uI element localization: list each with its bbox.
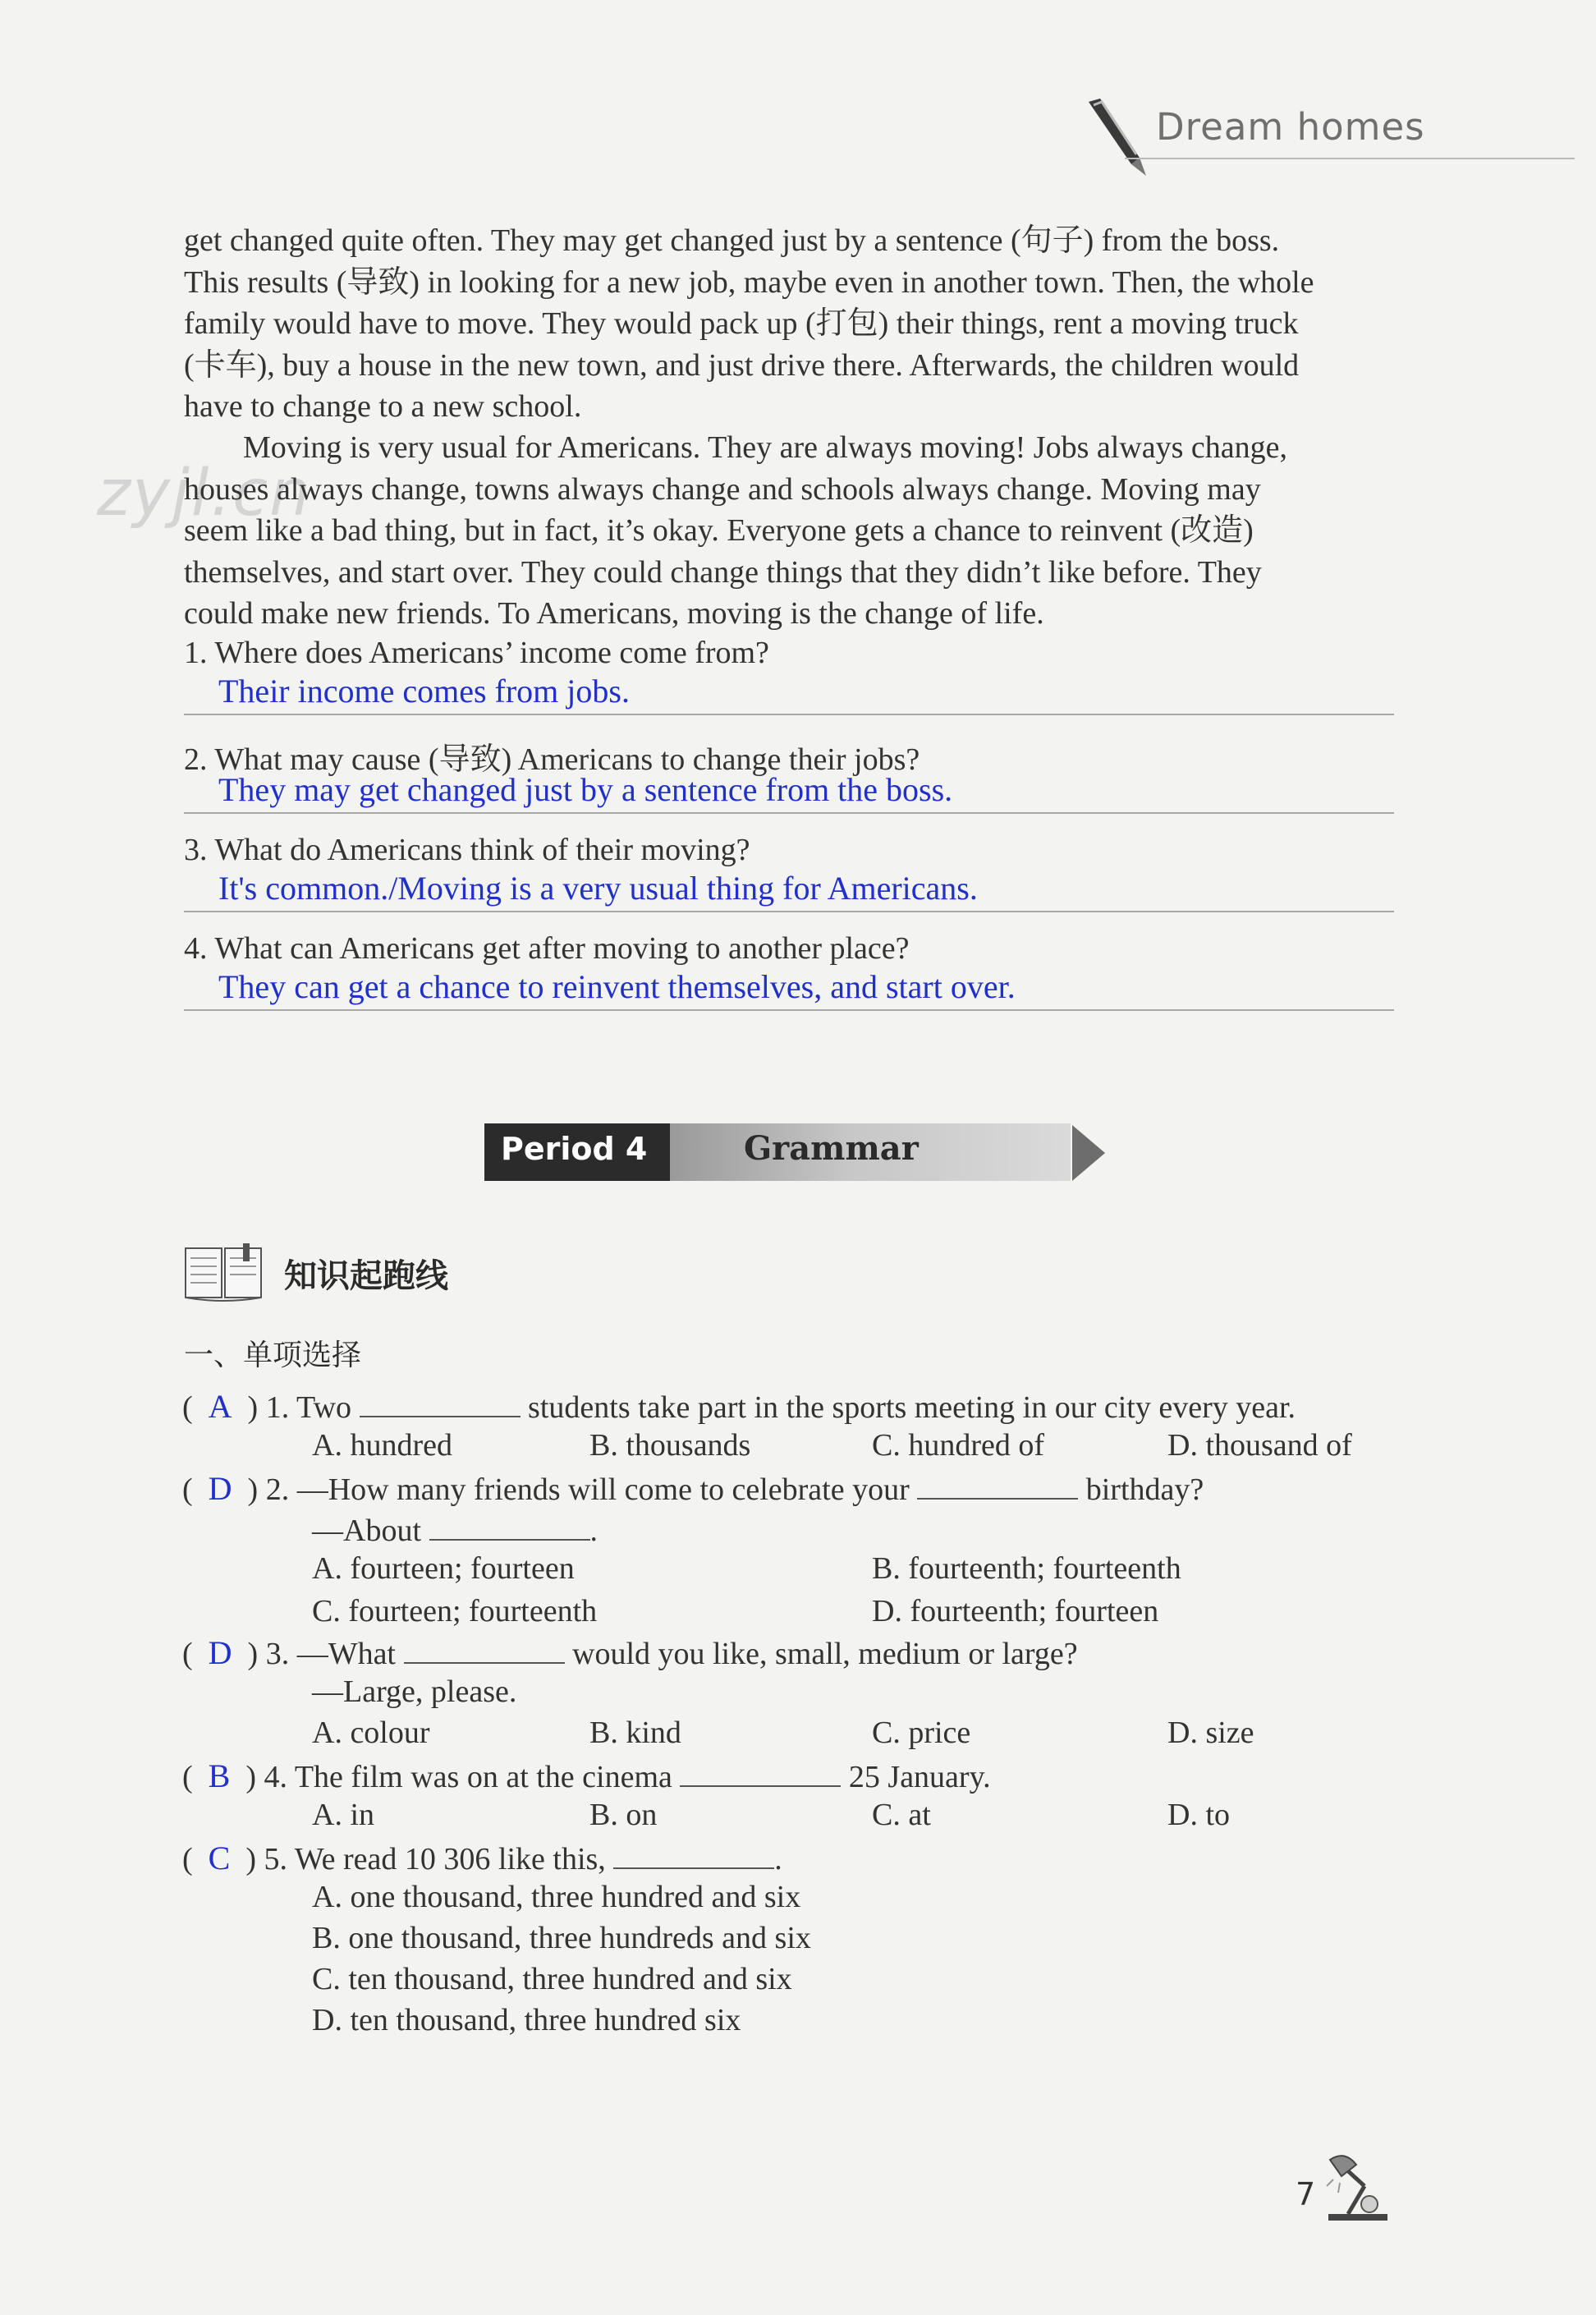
part-title: 一、单项选择 — [184, 1339, 362, 1372]
passage-line: This results (导致) in looking for a new job, maybe even in another town. Then, the whole — [184, 264, 1314, 300]
mc-answer: A — [208, 1388, 232, 1425]
answer-blank — [613, 1838, 774, 1869]
section-title: 知识起跑线 — [284, 1257, 448, 1295]
question-stem: birthday? — [1085, 1472, 1204, 1507]
passage-line: seem like a bad thing, but in fact, it’s okay. Everyone gets a chance to reinvent (改造) — [184, 513, 1254, 548]
answer-text: They can get a chance to reinvent themselves, and start over. — [218, 968, 1016, 1005]
answer-paren: ) — [232, 1472, 259, 1507]
answer-blank — [680, 1756, 841, 1787]
book-icon — [184, 1243, 263, 1302]
question-stem: —What — [296, 1637, 396, 1671]
desk-lamp-icon — [1323, 2150, 1392, 2224]
question-stem: . — [589, 1513, 598, 1548]
option: B. kind — [589, 1716, 681, 1750]
watermark: zyjl.cn — [97, 457, 312, 531]
option: A. one thousand, three hundred and six — [312, 1880, 801, 1914]
passage-line: Moving is very usual for Americans. They are always moving! Jobs always change, — [243, 430, 1287, 465]
question-stem: Two — [296, 1390, 352, 1425]
question-stem: students take part in the sports meeting in our city every year. — [528, 1390, 1296, 1425]
passage-line: get changed quite often. They may get changed just by a sentence (句子) from the boss. — [184, 223, 1280, 258]
mc-dialogue-line: —Large, please. — [312, 1674, 517, 1709]
question-text: 3. What do Americans think of their moving? — [184, 833, 750, 867]
answer-blank — [404, 1633, 565, 1664]
banner-left-block — [484, 1123, 670, 1181]
answer-line — [184, 714, 1394, 715]
answer-paren: ( — [182, 1842, 209, 1876]
mc-question-2 — [182, 1468, 1204, 1508]
question-stem: The film was on at the cinema — [294, 1760, 672, 1794]
period-topic: Grammar — [744, 1129, 919, 1168]
option: C. fourteen; fourteenth — [312, 1594, 598, 1628]
option: D. ten thousand, three hundred six — [312, 2003, 741, 2037]
answer-blank — [917, 1468, 1078, 1500]
option: A. in — [312, 1798, 374, 1832]
question-number: 5. — [264, 1842, 287, 1876]
question-text: 4. What can Americans get after moving to another place? — [184, 931, 910, 966]
option: D. size — [1167, 1716, 1254, 1750]
answer-text: It's common./Moving is a very usual thing for Americans. — [218, 870, 978, 907]
header-title: Dream homes — [1156, 105, 1425, 149]
period-label: Period 4 — [501, 1131, 648, 1167]
question-stem: —How many friends will come to celebrate your — [296, 1472, 910, 1507]
header-rule — [1125, 158, 1575, 159]
question-stem: We read 10 306 like this, — [294, 1842, 606, 1876]
option: A. colour — [312, 1716, 430, 1750]
answer-paren: ( — [182, 1637, 209, 1671]
option: A. hundred — [312, 1428, 452, 1463]
mc-question-1 — [182, 1386, 1296, 1426]
passage-line: have to change to a new school. — [184, 389, 582, 424]
option: B. fourteenth; fourteenth — [872, 1551, 1181, 1586]
mc-answer: C — [208, 1840, 231, 1876]
banner-arrow-icon — [1072, 1125, 1105, 1181]
answer-line — [184, 1009, 1394, 1011]
banner-right-block — [670, 1123, 1071, 1181]
passage-line: houses always change, towns always change and schools always change. Moving may — [184, 471, 1261, 507]
mc-dialogue-line — [312, 1509, 598, 1549]
mc-question-4 — [182, 1756, 991, 1795]
mc-answer: D — [208, 1470, 232, 1507]
answer-blank — [429, 1509, 590, 1541]
option: C. at — [872, 1798, 931, 1832]
page-number: 7 — [1296, 2176, 1316, 2212]
option: D. thousand of — [1167, 1428, 1352, 1463]
answer-blank — [360, 1386, 521, 1417]
period-banner — [484, 1123, 1092, 1181]
answer-paren: ) — [232, 1637, 259, 1671]
mc-question-3 — [182, 1633, 1078, 1672]
passage-line: (卡车), buy a house in the new town, and just drive there. Afterwards, the children would — [184, 347, 1300, 383]
passage-paragraph-2 — [184, 427, 1399, 635]
answer-line — [184, 812, 1394, 814]
option: B. thousands — [589, 1428, 751, 1463]
option: A. fourteen; fourteen — [312, 1551, 575, 1586]
option: B. one thousand, three hundreds and six — [312, 1921, 811, 1955]
mc-answer: B — [208, 1757, 231, 1794]
question-stem: 25 January. — [848, 1760, 991, 1794]
mc-answer: D — [208, 1634, 232, 1671]
option: C. ten thousand, three hundred and six — [312, 1962, 792, 1996]
question-number: 1. — [265, 1390, 290, 1425]
question-number: 4. — [264, 1760, 287, 1794]
question-text: 1. Where does Americans’ income come from? — [184, 636, 769, 670]
option: C. hundred of — [872, 1428, 1045, 1463]
answer-paren: ) — [230, 1760, 256, 1794]
option: D. to — [1167, 1798, 1230, 1832]
option: C. price — [872, 1716, 971, 1750]
passage-line: family would have to move. They would pack up (打包) their things, rent a moving truck — [184, 306, 1299, 341]
answer-paren: ) — [232, 1390, 259, 1425]
passage-line: themselves, and start over. They could change things that they didn’t like before. They — [184, 554, 1262, 590]
option: D. fourteenth; fourteen — [872, 1594, 1159, 1628]
question-text: 2. What may cause (导致) Americans to change their jobs? — [184, 742, 920, 777]
question-stem: . — [774, 1842, 782, 1876]
passage-line: could make new friends. To Americans, moving is the change of life. — [184, 596, 1044, 631]
answer-paren: ( — [182, 1760, 209, 1794]
answer-paren: ) — [230, 1842, 256, 1876]
question-stem: —About — [312, 1513, 421, 1548]
answer-paren: ( — [182, 1472, 209, 1507]
mc-question-5 — [182, 1838, 782, 1877]
question-stem: would you like, small, medium or large? — [572, 1637, 1078, 1671]
answer-line — [184, 911, 1394, 912]
question-number: 3. — [265, 1637, 290, 1671]
question-number: 2. — [265, 1472, 290, 1507]
answer-text: Their income comes from jobs. — [218, 673, 630, 710]
answer-paren: ( — [182, 1390, 209, 1425]
pen-icon — [1082, 97, 1156, 179]
answer-text: They may get changed just by a sentence from the boss. — [218, 771, 953, 808]
passage-paragraph-1 — [184, 220, 1399, 428]
option: B. on — [589, 1798, 658, 1832]
